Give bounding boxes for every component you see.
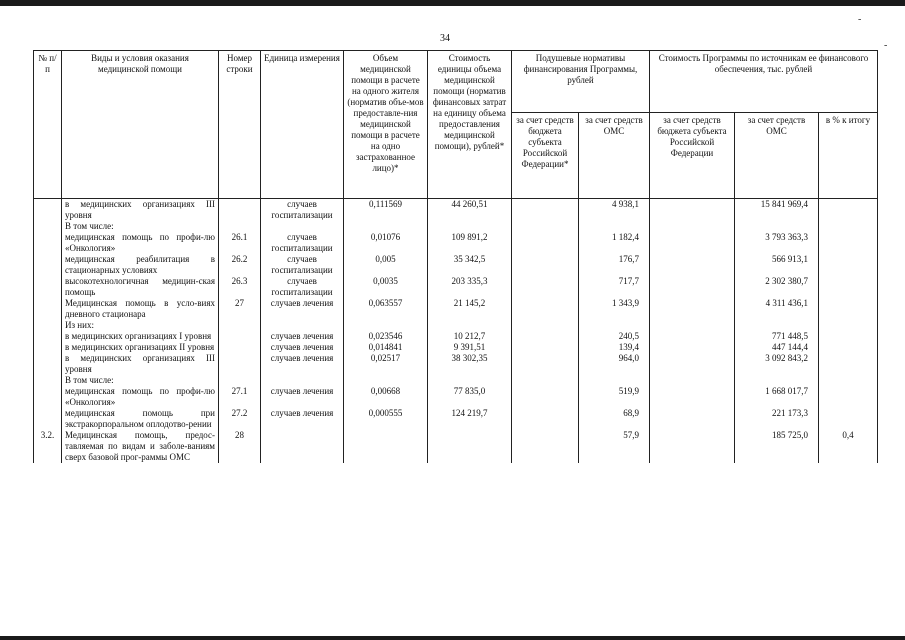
table-row bbox=[34, 408, 878, 430]
row-unit: случаев госпитализации bbox=[261, 232, 344, 254]
table-row bbox=[34, 199, 878, 222]
table-row bbox=[34, 221, 878, 232]
row-num bbox=[34, 408, 62, 430]
row-pc-oms: 519,9 bbox=[579, 386, 650, 408]
row-pr-oms bbox=[735, 320, 819, 331]
row-pr-budget bbox=[650, 331, 735, 342]
row-pr-oms: 3 793 363,3 bbox=[735, 232, 819, 254]
row-pr-oms: 221 173,3 bbox=[735, 408, 819, 430]
row-pct bbox=[819, 232, 878, 254]
row-volume: 0,014841 bbox=[344, 342, 428, 353]
margin-mark-dot: - bbox=[858, 14, 862, 25]
row-unit: случаев лечения bbox=[261, 408, 344, 430]
row-pc-oms: 717,7 bbox=[579, 276, 650, 298]
row-pr-budget bbox=[650, 199, 735, 222]
row-num bbox=[34, 276, 62, 298]
header-volume: Объем медицинской помощи в расчете на одного жителя (норматив объе-мов предоставле-ния медицинской помощи в расчете на одно застрахованное лицо)* bbox=[344, 51, 428, 199]
row-name: в медицинских организациях I уровня bbox=[62, 331, 219, 342]
row-volume bbox=[344, 430, 428, 463]
row-cost: 124 219,7 bbox=[428, 408, 512, 430]
row-num: 3.2. bbox=[34, 430, 62, 463]
row-volume: 0,000555 bbox=[344, 408, 428, 430]
row-name: Медицинская помощь, предос-тавляемая по видам и заболе-ваниям сверх базовой прог-раммы ОМС bbox=[62, 430, 219, 463]
row-volume bbox=[344, 320, 428, 331]
header-cost: Стоимость единицы объема медицинской помощи (норматив финансовых затрат на единицу объема предоставления медицинской помощи), рублей* bbox=[428, 51, 512, 199]
header-per-capita-oms: за счет средств ОМС bbox=[579, 113, 650, 199]
row-pc-oms: 68,9 bbox=[579, 408, 650, 430]
row-name: В том числе: bbox=[62, 221, 219, 232]
row-unit bbox=[261, 320, 344, 331]
row-pc-oms: 4 938,1 bbox=[579, 199, 650, 222]
row-pr-oms bbox=[735, 221, 819, 232]
row-cost: 10 212,7 bbox=[428, 331, 512, 342]
row-num bbox=[34, 298, 62, 320]
row-pr-oms: 771 448,5 bbox=[735, 331, 819, 342]
row-volume: 0,00668 bbox=[344, 386, 428, 408]
row-pc-oms bbox=[579, 221, 650, 232]
row-num bbox=[34, 254, 62, 276]
row-pc-oms: 1 182,4 bbox=[579, 232, 650, 254]
row-pr-budget bbox=[650, 320, 735, 331]
row-pc-budget bbox=[512, 353, 579, 375]
row-cost: 9 391,51 bbox=[428, 342, 512, 353]
row-num bbox=[34, 232, 62, 254]
row-pr-budget bbox=[650, 221, 735, 232]
row-name: в медицинских организациях III уровня bbox=[62, 353, 219, 375]
header-program-cost: Стоимость Программы по источникам ее финансового обеспечения, тыс. рублей bbox=[650, 51, 878, 113]
row-pc-oms bbox=[579, 375, 650, 386]
row-num bbox=[34, 320, 62, 331]
row-name: высокотехнологичная медицин-ская помощь bbox=[62, 276, 219, 298]
table-row bbox=[34, 386, 878, 408]
header-types: Виды и условия оказания медицинской помощи bbox=[62, 51, 219, 199]
top-scan-border bbox=[0, 0, 905, 6]
row-pc-budget bbox=[512, 331, 579, 342]
row-unit: случаев госпитализации bbox=[261, 276, 344, 298]
row-pc-budget bbox=[512, 430, 579, 463]
row-pct bbox=[819, 320, 878, 331]
row-pr-budget bbox=[650, 353, 735, 375]
row-pc-oms: 176,7 bbox=[579, 254, 650, 276]
row-pc-budget bbox=[512, 221, 579, 232]
row-line bbox=[219, 221, 261, 232]
row-pr-oms: 566 913,1 bbox=[735, 254, 819, 276]
row-pr-budget bbox=[650, 232, 735, 254]
row-unit bbox=[261, 221, 344, 232]
row-unit: случаев лечения bbox=[261, 353, 344, 375]
row-pct bbox=[819, 331, 878, 342]
row-pct bbox=[819, 408, 878, 430]
header-per-capita-budget: за счет средств бюджета субъекта Российской Федерации* bbox=[512, 113, 579, 199]
row-name: медицинская помощь по профи-лю «Онкология» bbox=[62, 232, 219, 254]
row-pc-budget bbox=[512, 276, 579, 298]
row-line: 26.3 bbox=[219, 276, 261, 298]
row-num bbox=[34, 221, 62, 232]
row-num bbox=[34, 342, 62, 353]
row-pr-oms: 3 092 843,2 bbox=[735, 353, 819, 375]
header-per-capita: Подушевые нормативы финансирования Программы, рублей bbox=[512, 51, 650, 113]
table-body bbox=[34, 199, 878, 464]
row-volume: 0,023546 bbox=[344, 331, 428, 342]
row-volume: 0,111569 bbox=[344, 199, 428, 222]
row-name: Из них: bbox=[62, 320, 219, 331]
row-num bbox=[34, 375, 62, 386]
row-pr-oms: 4 311 436,1 bbox=[735, 298, 819, 320]
row-pct bbox=[819, 199, 878, 222]
row-name: В том числе: bbox=[62, 375, 219, 386]
row-pc-oms bbox=[579, 320, 650, 331]
row-pc-budget bbox=[512, 199, 579, 222]
row-line: 27.2 bbox=[219, 408, 261, 430]
table-row bbox=[34, 375, 878, 386]
program-cost-table bbox=[33, 50, 878, 463]
row-cost bbox=[428, 430, 512, 463]
row-pr-oms: 447 144,4 bbox=[735, 342, 819, 353]
row-pr-budget bbox=[650, 375, 735, 386]
row-volume bbox=[344, 221, 428, 232]
row-pr-budget bbox=[650, 342, 735, 353]
row-line bbox=[219, 199, 261, 222]
row-line bbox=[219, 320, 261, 331]
row-pc-oms: 57,9 bbox=[579, 430, 650, 463]
row-pc-oms: 964,0 bbox=[579, 353, 650, 375]
row-unit: случаев лечения bbox=[261, 298, 344, 320]
row-pct bbox=[819, 221, 878, 232]
row-line: 27.1 bbox=[219, 386, 261, 408]
table-row bbox=[34, 254, 878, 276]
table-row bbox=[34, 342, 878, 353]
row-pct bbox=[819, 386, 878, 408]
row-volume bbox=[344, 375, 428, 386]
row-num bbox=[34, 199, 62, 222]
table-row bbox=[34, 320, 878, 331]
row-cost bbox=[428, 375, 512, 386]
row-pc-budget bbox=[512, 375, 579, 386]
row-pr-oms bbox=[735, 375, 819, 386]
row-pc-budget bbox=[512, 386, 579, 408]
row-pct bbox=[819, 276, 878, 298]
row-unit bbox=[261, 430, 344, 463]
row-name: медицинская реабилитация в стационарных условиях bbox=[62, 254, 219, 276]
row-pr-budget bbox=[650, 408, 735, 430]
row-cost: 21 145,2 bbox=[428, 298, 512, 320]
row-pr-oms: 15 841 969,4 bbox=[735, 199, 819, 222]
row-unit: случаев лечения bbox=[261, 386, 344, 408]
row-pr-budget bbox=[650, 298, 735, 320]
row-pr-oms: 2 302 380,7 bbox=[735, 276, 819, 298]
header-num: № п/п bbox=[34, 51, 62, 199]
row-cost: 109 891,2 bbox=[428, 232, 512, 254]
row-unit: случаев лечения bbox=[261, 342, 344, 353]
row-pct bbox=[819, 254, 878, 276]
table-row bbox=[34, 430, 878, 463]
row-pc-budget bbox=[512, 408, 579, 430]
row-line bbox=[219, 342, 261, 353]
row-pct bbox=[819, 342, 878, 353]
row-name: Медицинская помощь в усло-виях дневного стационара bbox=[62, 298, 219, 320]
row-pct: 0,4 bbox=[819, 430, 878, 463]
header-unit: Единица измерения bbox=[261, 51, 344, 199]
row-pr-oms: 1 668 017,7 bbox=[735, 386, 819, 408]
table-row bbox=[34, 276, 878, 298]
row-pct bbox=[819, 375, 878, 386]
row-volume: 0,063557 bbox=[344, 298, 428, 320]
row-name: в медицинских организациях II уровня bbox=[62, 342, 219, 353]
table-row bbox=[34, 353, 878, 375]
row-pr-budget bbox=[650, 430, 735, 463]
header-program-budget: за счет средств бюджета субъекта Российской Федерации bbox=[650, 113, 735, 199]
row-volume: 0,02517 bbox=[344, 353, 428, 375]
row-unit bbox=[261, 375, 344, 386]
row-unit: случаев госпитализации bbox=[261, 254, 344, 276]
row-volume: 0,01076 bbox=[344, 232, 428, 254]
row-pc-oms: 139,4 bbox=[579, 342, 650, 353]
margin-mark-dash: - bbox=[884, 40, 888, 51]
table-row bbox=[34, 232, 878, 254]
row-unit: случаев госпитализации bbox=[261, 199, 344, 222]
row-cost: 38 302,35 bbox=[428, 353, 512, 375]
row-cost: 203 335,3 bbox=[428, 276, 512, 298]
row-cost: 44 260,51 bbox=[428, 199, 512, 222]
row-pc-oms: 1 343,9 bbox=[579, 298, 650, 320]
row-num bbox=[34, 353, 62, 375]
row-pc-budget bbox=[512, 320, 579, 331]
header-program-pct: в % к итогу bbox=[819, 113, 878, 199]
row-line: 27 bbox=[219, 298, 261, 320]
row-line bbox=[219, 331, 261, 342]
row-name: медицинская помощь по профи-лю «Онкология» bbox=[62, 386, 219, 408]
row-line bbox=[219, 353, 261, 375]
row-pc-budget bbox=[512, 254, 579, 276]
row-volume: 0,005 bbox=[344, 254, 428, 276]
table-row bbox=[34, 331, 878, 342]
row-pr-budget bbox=[650, 276, 735, 298]
row-volume: 0,0035 bbox=[344, 276, 428, 298]
row-pct bbox=[819, 298, 878, 320]
row-pct bbox=[819, 353, 878, 375]
row-line bbox=[219, 375, 261, 386]
row-name: в медицинских организациях III уровня bbox=[62, 199, 219, 222]
row-num bbox=[34, 386, 62, 408]
row-line: 26.1 bbox=[219, 232, 261, 254]
row-pr-budget bbox=[650, 254, 735, 276]
row-pc-budget bbox=[512, 232, 579, 254]
row-name: медицинская помощь при экстракорпоральном оплодотво-рении bbox=[62, 408, 219, 430]
row-unit: случаев лечения bbox=[261, 331, 344, 342]
row-num bbox=[34, 331, 62, 342]
row-pc-budget bbox=[512, 342, 579, 353]
row-pc-oms: 240,5 bbox=[579, 331, 650, 342]
row-pr-oms: 185 725,0 bbox=[735, 430, 819, 463]
row-cost: 35 342,5 bbox=[428, 254, 512, 276]
row-pr-budget bbox=[650, 386, 735, 408]
header-line: Номер строки bbox=[219, 51, 261, 199]
page-number: 34 bbox=[440, 33, 450, 44]
row-cost: 77 835,0 bbox=[428, 386, 512, 408]
bottom-scan-border bbox=[0, 636, 905, 640]
row-line: 28 bbox=[219, 430, 261, 463]
row-cost bbox=[428, 221, 512, 232]
row-pc-budget bbox=[512, 298, 579, 320]
header-program-oms: за счет средств ОМС bbox=[735, 113, 819, 199]
row-line: 26.2 bbox=[219, 254, 261, 276]
row-cost bbox=[428, 320, 512, 331]
table-row bbox=[34, 298, 878, 320]
